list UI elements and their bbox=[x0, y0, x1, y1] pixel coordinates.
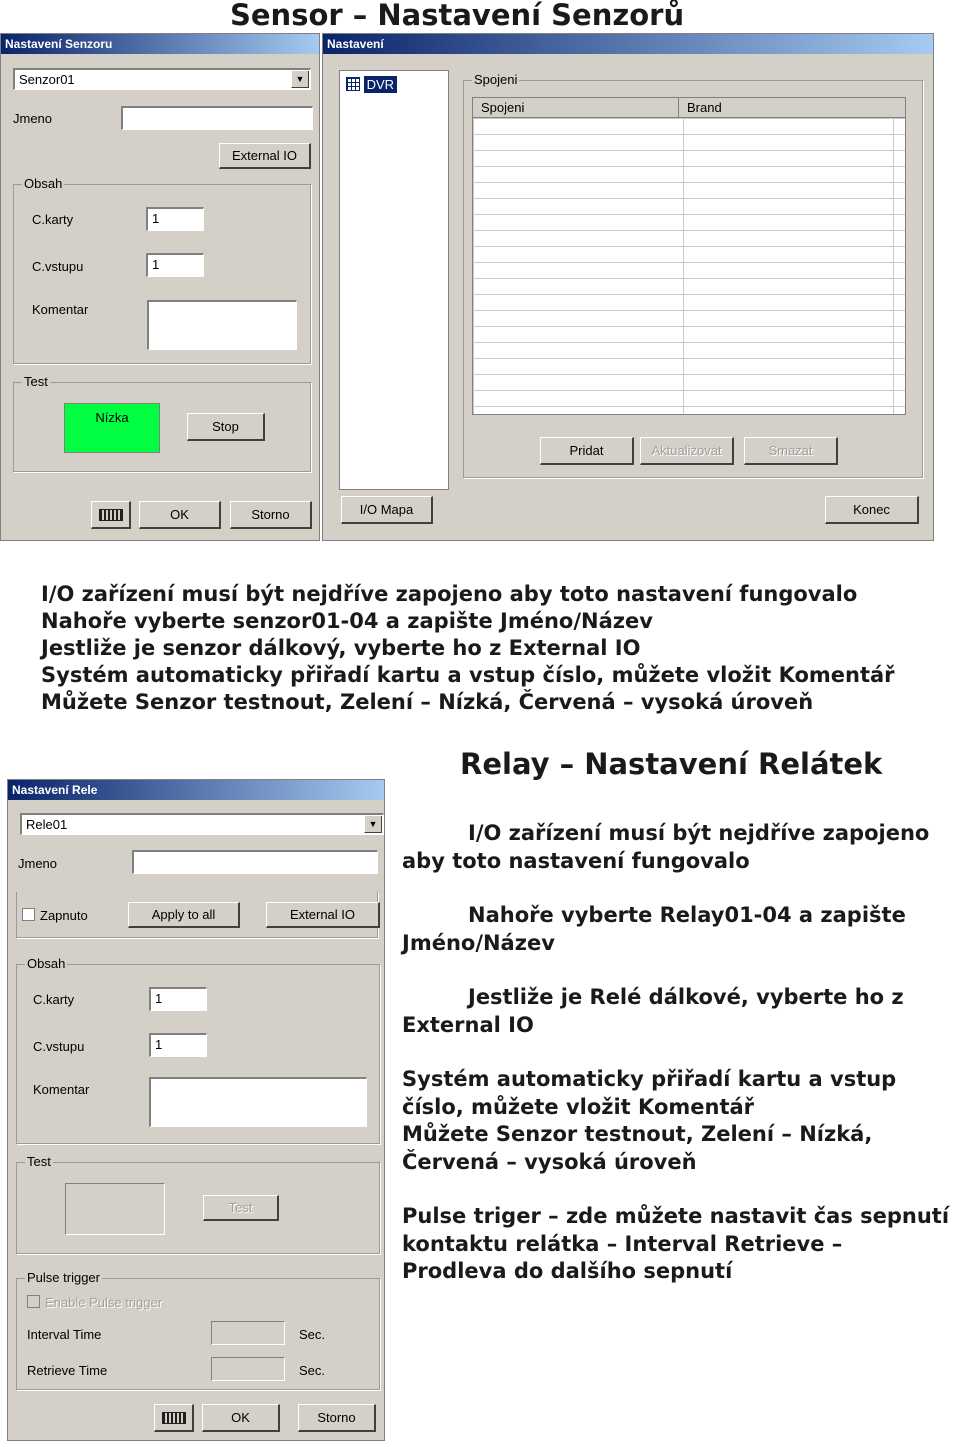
chevron-down-icon[interactable]: ▼ bbox=[364, 816, 382, 833]
relay-card-field[interactable]: 1 bbox=[149, 987, 207, 1011]
relay-test-group-title: Test bbox=[27, 1154, 51, 1169]
keyboard-icon bbox=[162, 1412, 186, 1424]
sensor-cancel-button[interactable]: Storno bbox=[230, 501, 312, 529]
relay-name-input[interactable] bbox=[132, 850, 378, 874]
sensor-notes bbox=[41, 581, 895, 716]
relay-heading: Relay – Nastavení Relátek bbox=[460, 747, 883, 781]
sensor-input-label: C.vstupu bbox=[32, 259, 84, 274]
grid-icon bbox=[346, 77, 360, 91]
sensor-status-indicator bbox=[64, 403, 160, 453]
sensor-content-group bbox=[13, 176, 311, 364]
sensor-external-io-button[interactable]: External IO bbox=[219, 143, 311, 169]
sensor-ok-button[interactable]: OK bbox=[139, 501, 221, 529]
checkbox-icon[interactable] bbox=[27, 1295, 40, 1308]
relay-note-line: Můžete Senzor testnout, Zelení – Nízká, Červená – vysoká úroveň bbox=[402, 1122, 873, 1174]
connection-table[interactable] bbox=[472, 97, 906, 415]
relay-comment-field[interactable] bbox=[149, 1077, 367, 1127]
io-window-titlebar: Nastavení bbox=[323, 34, 933, 54]
relay-test-button[interactable]: Test bbox=[203, 1195, 279, 1221]
relay-note-line bbox=[402, 984, 954, 1039]
connection-group bbox=[463, 72, 923, 478]
sensor-note-line: Můžete Senzor testnout, Zelení – Nízká, Červená – vysoká úroveň bbox=[41, 690, 814, 714]
relay-note-line: Systém automaticky přiřadí kartu a vstup číslo, můžete vložit Komentář bbox=[402, 1067, 897, 1119]
sensor-card-label: C.karty bbox=[32, 212, 74, 227]
tree-item-dvr[interactable] bbox=[346, 77, 397, 92]
sensor-window-titlebar: Nastavení Senzoru bbox=[1, 34, 319, 54]
relay-test-group bbox=[16, 1154, 380, 1254]
relay-pulse-group bbox=[16, 1270, 380, 1390]
relay-note-line bbox=[402, 902, 954, 957]
relay-note-text: I/O zařízení musí být nejdříve zapojeno aby toto nastavení fungovalo bbox=[402, 821, 930, 873]
sensor-heading: Sensor – Nastavení Senzorů bbox=[230, 0, 685, 32]
relay-pulse-group-title: Pulse trigger bbox=[27, 1270, 100, 1285]
sensor-stop-button[interactable]: Stop bbox=[187, 413, 265, 441]
sensor-name-input[interactable] bbox=[121, 106, 313, 130]
checkbox-icon[interactable] bbox=[22, 908, 35, 921]
sensor-settings-window bbox=[0, 33, 320, 541]
update-button[interactable]: Aktualizovat bbox=[640, 437, 734, 465]
delete-button[interactable]: Smazat bbox=[744, 437, 838, 465]
relay-settings-window bbox=[7, 779, 385, 1441]
sensor-note-line: Nahoře vyberte senzor01-04 a zapište Jméno/Název bbox=[41, 609, 653, 633]
relay-note-line bbox=[402, 820, 954, 875]
relay-enable-pulse-checkbox[interactable] bbox=[27, 1295, 162, 1310]
relay-comment-label: Komentar bbox=[33, 1082, 90, 1097]
relay-enable-pulse-label: Enable Pulse trigger bbox=[45, 1295, 163, 1310]
relay-keyboard-button[interactable] bbox=[154, 1404, 194, 1432]
sensor-card-field[interactable]: 1 bbox=[146, 207, 204, 231]
relay-input-field[interactable]: 1 bbox=[149, 1033, 207, 1057]
relay-retrieve-unit: Sec. bbox=[299, 1363, 326, 1378]
chevron-down-icon[interactable]: ▼ bbox=[291, 71, 309, 88]
column-header-brand[interactable]: Brand bbox=[679, 98, 906, 118]
relay-select-value: Rele01 bbox=[26, 817, 68, 832]
relay-card-label: C.karty bbox=[33, 992, 75, 1007]
relay-select[interactable] bbox=[20, 813, 384, 835]
sensor-select[interactable] bbox=[13, 68, 311, 90]
relay-content-group-title: Obsah bbox=[27, 956, 66, 971]
sensor-comment-label: Komentar bbox=[32, 302, 89, 317]
sensor-test-group bbox=[13, 374, 311, 472]
relay-content-group bbox=[16, 956, 380, 1144]
keyboard-icon bbox=[99, 509, 123, 521]
relay-note-text: Jestliže je Relé dálkové, vyberte ho z External IO bbox=[402, 985, 904, 1037]
relay-interval-label: Interval Time bbox=[27, 1327, 102, 1342]
device-tree[interactable] bbox=[339, 70, 449, 490]
sensor-note-line: I/O zařízení musí být nejdříve zapojeno aby toto nastavení fungovalo bbox=[41, 582, 858, 606]
sensor-status-indicator-label: Nízka bbox=[95, 410, 129, 425]
relay-interval-unit: Sec. bbox=[299, 1327, 326, 1342]
relay-note-line: Pulse triger – zde můžete nastavit čas sepnutí kontaktu relátka – Interval Retrieve – Prodleva do dalšího sepnutí bbox=[402, 1204, 950, 1283]
relay-window-titlebar: Nastavení Rele bbox=[8, 780, 384, 800]
io-settings-window bbox=[322, 33, 934, 541]
sensor-note-line: Jestliže je senzor dálkový, vyberte ho z External IO bbox=[41, 636, 641, 660]
tree-item-dvr-label: DVR bbox=[364, 76, 397, 93]
relay-apply-all-button[interactable]: Apply to all bbox=[128, 902, 240, 928]
relay-ok-button[interactable]: OK bbox=[202, 1404, 280, 1432]
io-map-button[interactable]: I/O Mapa bbox=[341, 496, 433, 524]
sensor-comment-field[interactable] bbox=[147, 300, 297, 350]
sensor-test-group-title: Test bbox=[24, 374, 48, 389]
relay-name-label: Jmeno bbox=[18, 856, 58, 871]
relay-notes bbox=[402, 820, 954, 1286]
relay-enable-checkbox[interactable] bbox=[22, 908, 88, 923]
relay-status-indicator bbox=[65, 1183, 165, 1235]
add-button[interactable]: Pridat bbox=[540, 437, 634, 465]
relay-external-io-button[interactable]: External IO bbox=[266, 902, 380, 928]
sensor-input-field[interactable]: 1 bbox=[146, 253, 204, 277]
connection-group-title: Spojeni bbox=[474, 72, 518, 87]
relay-retrieve-field[interactable] bbox=[211, 1357, 285, 1381]
relay-enable-checkbox-label: Zapnuto bbox=[40, 908, 88, 923]
end-button[interactable]: Konec bbox=[825, 496, 919, 524]
sensor-content-group-title: Obsah bbox=[24, 176, 63, 191]
relay-input-label: C.vstupu bbox=[33, 1039, 85, 1054]
sensor-note-line: Systém automaticky přiřadí kartu a vstup číslo, můžete vložit Komentář bbox=[41, 663, 895, 687]
sensor-keyboard-button[interactable] bbox=[91, 501, 131, 529]
sensor-select-value: Senzor01 bbox=[19, 72, 75, 87]
relay-retrieve-label: Retrieve Time bbox=[27, 1363, 108, 1378]
relay-interval-field[interactable] bbox=[211, 1321, 285, 1345]
relay-note-text: Nahoře vyberte Relay01-04 a zapište Jméno/Název bbox=[402, 903, 906, 955]
relay-cancel-button[interactable]: Storno bbox=[298, 1404, 376, 1432]
column-header-connection[interactable]: Spojeni bbox=[473, 98, 679, 118]
sensor-name-label: Jmeno bbox=[13, 111, 53, 126]
